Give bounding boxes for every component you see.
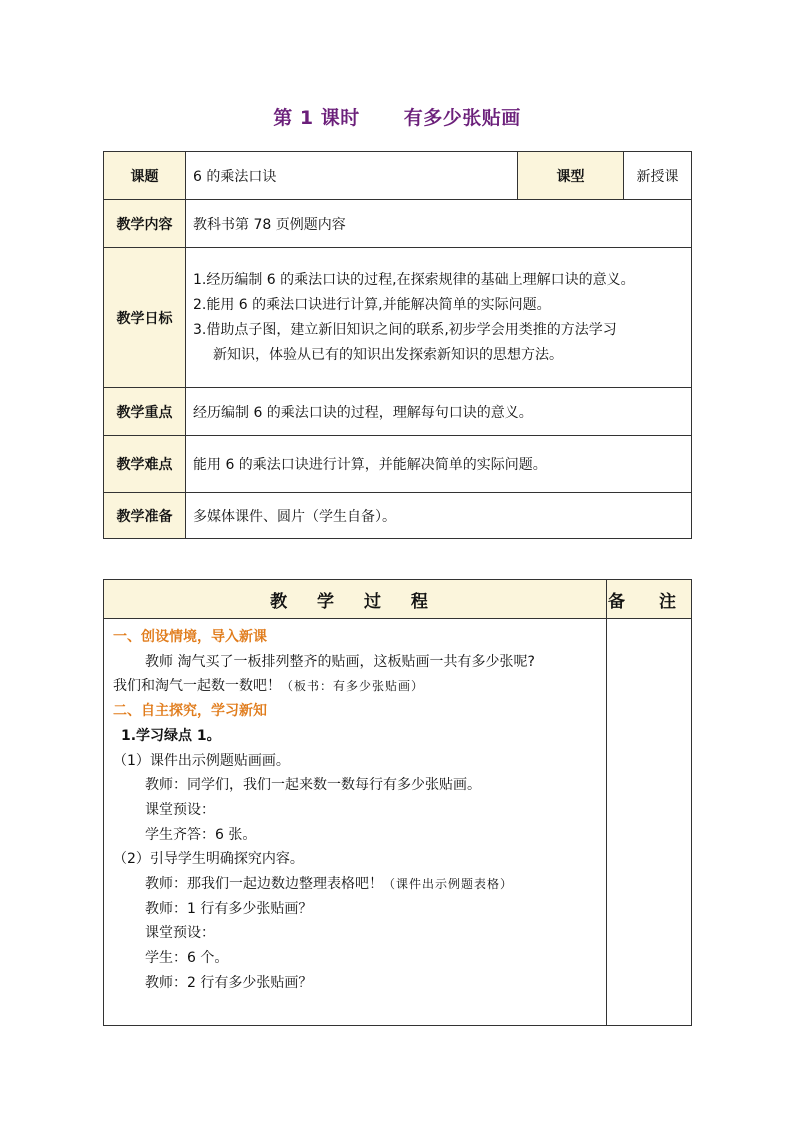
text-line (104, 872, 606, 897)
text-line: 学生：6 个。 (145, 950, 229, 967)
process-header: 教 学 过 程 (104, 580, 607, 619)
row-key-points (104, 388, 692, 436)
prep-label: 教学准备 (104, 493, 186, 539)
key-value: 经历编制 6 的乘法口诀的过程，理解每句口诀的意义。 (186, 388, 692, 436)
text-line: 教师 淘气买了一板排列整齐的贴画，这板贴画一共有多少张呢? (145, 653, 535, 670)
teaching-process-table (103, 579, 692, 1026)
row-content (104, 200, 692, 248)
goal-item: 1.经历编制 6 的乘法口诀的过程,在探索规律的基础上理解口诀的意义。 (193, 271, 635, 288)
text-line: 课堂预设： (145, 925, 215, 942)
section-heading: 二、自主探究，学习新知 (113, 703, 267, 720)
difficulty-value: 能用 6 的乘法口诀进行计算，并能解决简单的实际问题。 (186, 436, 692, 493)
process-body-row (104, 619, 692, 1026)
goal-item: 3.借助点子图，建立新旧知识之间的联系,初步学会用类推的方法学习 (193, 321, 617, 338)
text-line: （1）课件出示例题贴画画。 (113, 752, 290, 769)
content-value: 教科书第 78 页例题内容 (186, 200, 692, 248)
text-line: 教师：1 行有多少张贴画？ (145, 900, 313, 917)
text-line: 教师：2 行有多少张贴画？ (145, 974, 313, 991)
notes-header: 备 注 (607, 580, 692, 619)
text-line: 课堂预设： (145, 801, 215, 818)
section-heading: 一、创设情境，导入新课 (113, 629, 267, 645)
process-content (104, 619, 607, 1026)
courseware-note: （课件出示例题表格） (383, 877, 514, 892)
notes-cell (607, 619, 692, 1026)
row-topic (104, 152, 692, 200)
text-line: 学生齐答：6 张。 (145, 826, 257, 843)
lesson-number: 第 1 课时 (273, 107, 360, 129)
key-label: 教学重点 (104, 388, 186, 436)
text-line: 1.学习绿点 1。 (121, 727, 221, 744)
process-header-row (104, 580, 692, 619)
content-label: 教学内容 (104, 200, 186, 248)
type-value: 新授课 (624, 152, 692, 200)
text-line: （2）引导学生明确探究内容。 (113, 851, 304, 868)
lesson-topic: 有多少张贴画 (403, 107, 521, 129)
text-segment: 我们和淘气一起数一数吧！ (113, 678, 281, 695)
topic-value: 6 的乘法口诀 (186, 152, 518, 200)
page-title (0, 103, 794, 130)
goal-item: 新知识，体验从已有的知识出发探索新知识的思想方法。 (213, 346, 563, 363)
goals-list (186, 248, 692, 388)
row-preparation (104, 493, 692, 539)
row-goals (104, 248, 692, 388)
text-segment: 教师：那我们一起边数边整理表格吧！ (145, 876, 383, 893)
difficulty-label: 教学难点 (104, 436, 186, 493)
text-line (104, 674, 606, 699)
topic-label: 课题 (104, 152, 186, 200)
board-note: （板书：有多少张贴画） (281, 679, 425, 694)
text-line: 教师：同学们，我们一起来数一数每行有多少张贴画。 (145, 777, 481, 794)
goals-label: 教学日标 (104, 248, 186, 388)
row-difficulty (104, 436, 692, 493)
goal-item: 2.能用 6 的乘法口诀进行计算,并能解决简单的实际问题。 (193, 296, 551, 313)
prep-value: 多媒体课件、圆片（学生自备）。 (186, 493, 692, 539)
type-label: 课型 (518, 152, 624, 200)
lesson-info-table (103, 151, 692, 539)
